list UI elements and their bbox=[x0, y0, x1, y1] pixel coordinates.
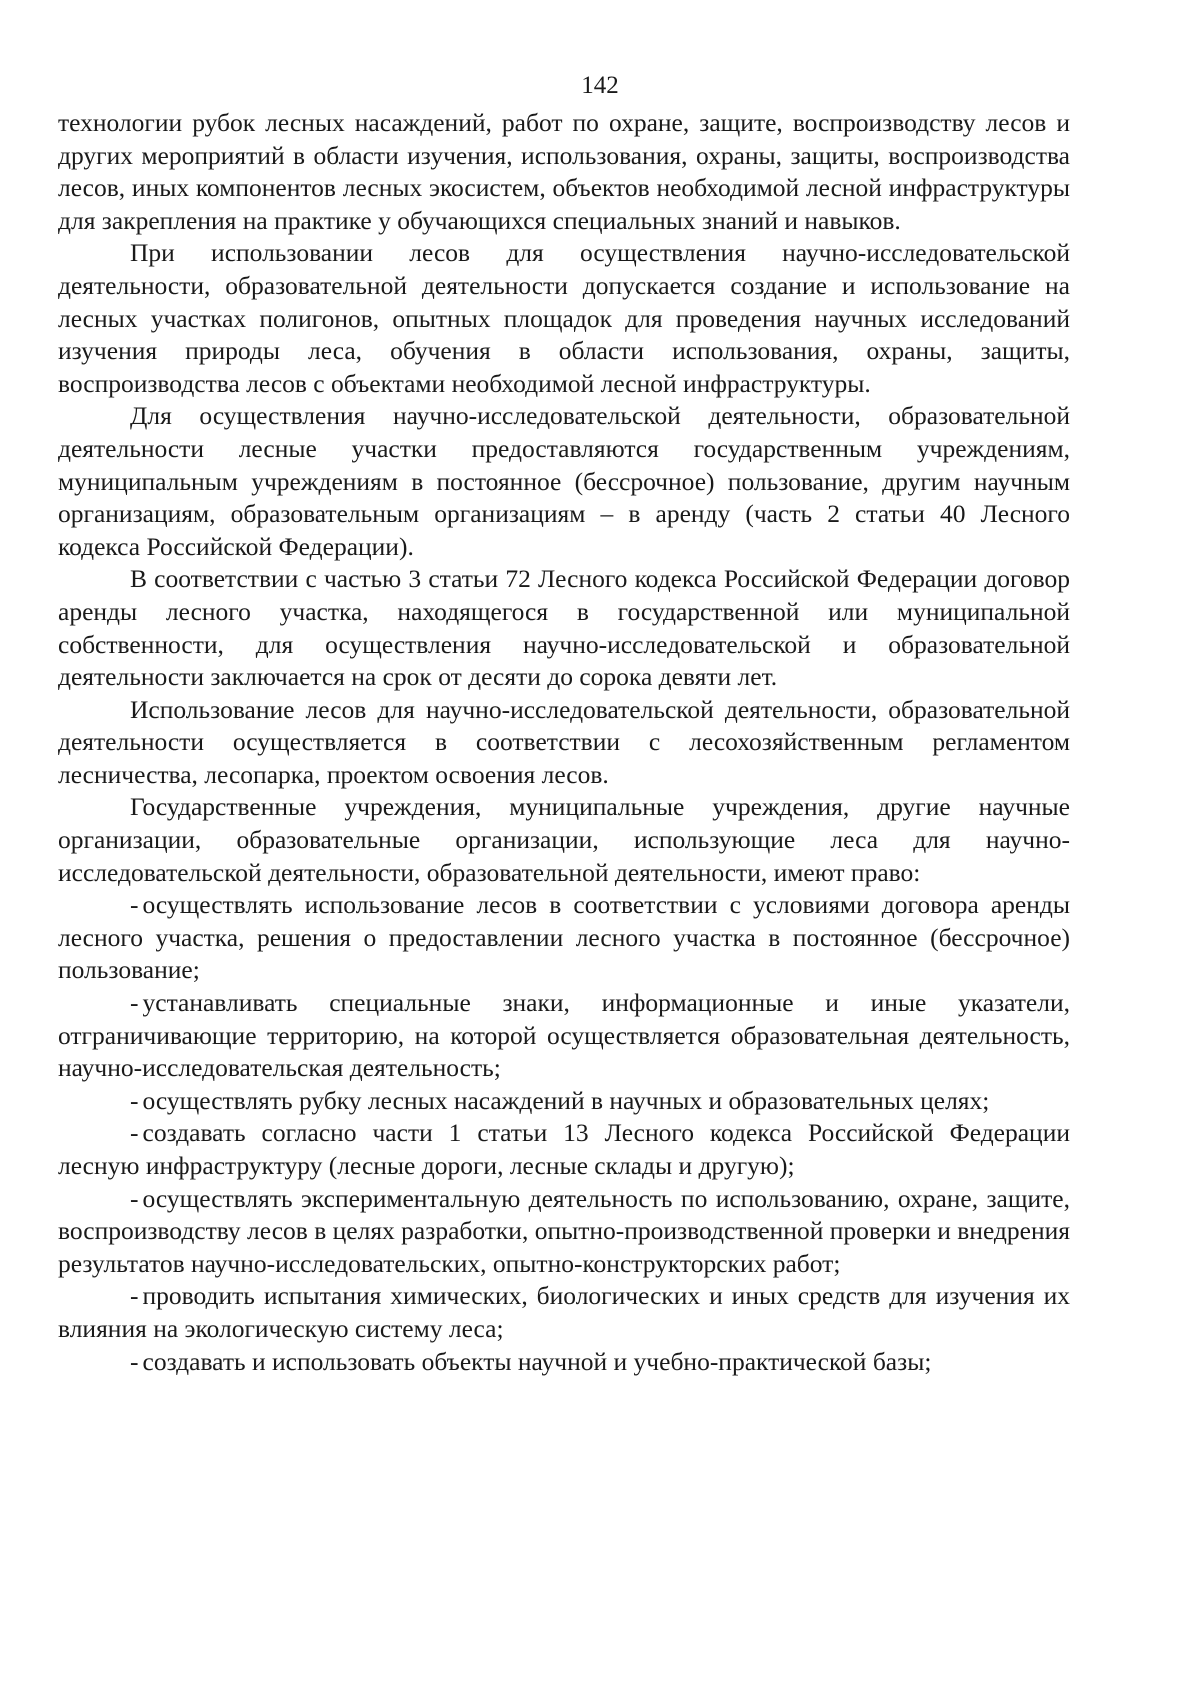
list-item-text: устанавливать специальные знаки, информационные и иные указатели, отграничивающие территорию, на которой осуществляется образовательная деятельность, научно-исследовательская деятельность; bbox=[58, 988, 1070, 1083]
list-item bbox=[58, 1183, 1070, 1281]
list-item-text: проводить испытания химических, биологических и иных средств для изучения их влияния на экологическую систему леса; bbox=[58, 1281, 1070, 1343]
list-item-text: создавать и использовать объекты научной и учебно-практической базы; bbox=[142, 1346, 932, 1376]
paragraph: Использование лесов для научно-исследовательской деятельности, образовательной деятельности осуществляется в соответствии с лесохозяйственным регламентом лесничества, лесопарка, проектом освоения лесов. bbox=[58, 694, 1070, 789]
list-item bbox=[58, 889, 1070, 987]
list-dash: - bbox=[130, 1085, 139, 1115]
list-item bbox=[58, 1346, 1070, 1379]
list-item-text: осуществлять использование лесов в соответствии с условиями договора аренды лесного участка, решения о предоставлении лесного участка в постоянное (бессрочное) пользование; bbox=[58, 890, 1070, 985]
document-body bbox=[58, 107, 1070, 1378]
list-item bbox=[58, 987, 1070, 1085]
list-item bbox=[58, 1117, 1070, 1182]
paragraph-continuation: технологии рубок лесных насаждений, работ по охране, защите, воспроизводству лесов и других мероприятий в области изучения, использования, охраны, защиты, воспроизводства лесов, иных компонентов лесных экосистем, объектов необходимой лесной инфраструктуры для закрепления на практике у обучающихся специальных знаний и навыков. bbox=[58, 108, 1070, 235]
list-item-text: осуществлять экспериментальную деятельность по использованию, охране, защите, воспроизводству лесов в целях разработки, опытно-производственной проверки и внедрения результатов научно-исследовательских, опытно-конструкторских работ; bbox=[58, 1183, 1070, 1278]
paragraph: Государственные учреждения, муниципальные учреждения, другие научные организации, образовательные организации, использующие леса для научно-исследовательской деятельности, образовательной деятельности, имеют право: bbox=[58, 792, 1070, 887]
paragraph: Для осуществления научно-исследовательской деятельности, образовательной деятельности лесные участки предоставляются государственным учреждениям, муниципальным учреждениям в постоянное (бессрочное) пользование, другим научным организациям, образовательным организациям – в аренду (часть 2 статьи 40 Лесного кодекса Российской Федерации). bbox=[58, 401, 1070, 561]
list-item-text: создавать согласно части 1 статьи 13 Лесного кодекса Российской Федерации лесную инфраструктуру (лесные дороги, лесные склады и другую); bbox=[58, 1118, 1070, 1180]
list-item bbox=[58, 1280, 1070, 1345]
list-item bbox=[58, 1085, 1070, 1118]
list-dash: - bbox=[130, 1118, 139, 1148]
paragraph: В соответствии с частью 3 статьи 72 Лесного кодекса Российской Федерации договор аренды лесного участка, находящегося в государственной или муниципальной собственности, для осуществления научно-исследовательской и образовательной деятельности заключается на срок от десяти до сорока девяти лет. bbox=[58, 564, 1070, 692]
page-number: 142 bbox=[581, 72, 619, 99]
list-dash: - bbox=[130, 1346, 139, 1376]
list-dash: - bbox=[130, 988, 139, 1018]
list-dash: - bbox=[130, 1183, 139, 1213]
list-item-text: осуществлять рубку лесных насаждений в научных и образовательных целях; bbox=[142, 1085, 990, 1115]
list-dash: - bbox=[130, 1281, 139, 1311]
paragraph: При использовании лесов для осуществления научно-исследовательской деятельности, образовательной деятельности допускается создание и использование на лесных участках полигонов, опытных площадок для проведения научных исследований изучения природы леса, обучения в области использования, охраны, защиты, воспроизводства лесов с объектами необходимой лесной инфраструктуры. bbox=[58, 238, 1070, 398]
list-dash: - bbox=[130, 890, 139, 920]
